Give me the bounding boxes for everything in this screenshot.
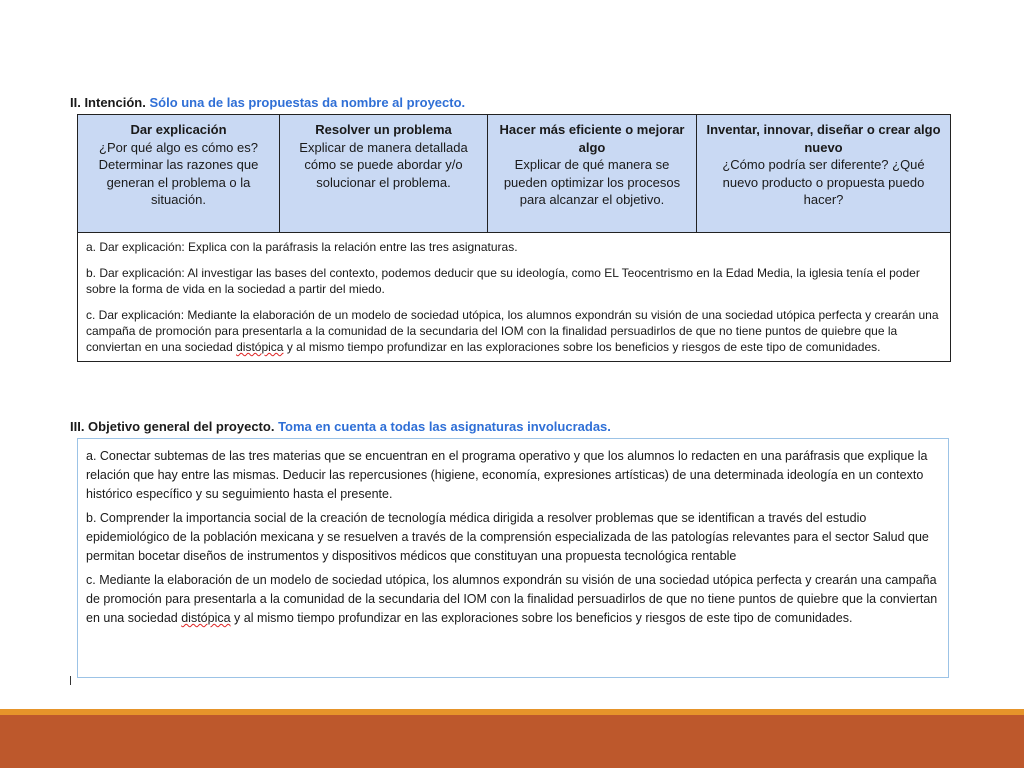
answers-cell [78, 233, 951, 362]
option-solve [280, 115, 488, 233]
answer-b: b. Dar explicación: Al investigar las bases del contexto, podemos deducir que su ideología, como EL Teocentrismo en la Edad Media, la iglesia tenía el poder sobre la forma de vida en la sociedad a partir del miedo. [86, 266, 920, 296]
objective-c [86, 571, 940, 628]
option-desc: ¿Cómo podría ser diferente? ¿Qué nuevo producto o propuesta puedo hacer? [722, 157, 925, 207]
spellcheck-word: distópica [236, 340, 284, 354]
option-desc: ¿Por qué algo es cómo es? Determinar las razones que generan el problema o la situación. [98, 139, 259, 207]
section-3-label: III. Objetivo general del proyecto. [70, 419, 275, 434]
option-title: Inventar, innovar, diseñar o crear algo nuevo [706, 122, 941, 155]
option-invent [697, 115, 951, 233]
option-title: Dar explicación [130, 122, 227, 137]
option-title: Resolver un problema [315, 122, 452, 137]
option-improve [488, 115, 697, 233]
option-title: Hacer más eficiente o mejorar algo [499, 122, 685, 155]
options-row [78, 115, 951, 233]
section-2-heading [70, 95, 465, 110]
objectives-box [77, 438, 949, 678]
option-desc: Explicar de qué manera se pueden optimizar los procesos para alcanzar el objetivo. [503, 157, 681, 207]
answer-c-text-start: c. Dar explicación: Mediante la elaboración de un modelo de sociedad utópica, los alumnos expondrán su visión de una sociedad utópica perfecta y crearán una campaña de promoción para presentarla a la comunidad de la secundaria del IOM con la finalidad persuadirlos de que no tiene puntos de quiebre que la conviertan en una sociedad [86, 308, 939, 354]
option-desc: Explicar de manera detallada cómo se puede abordar y/o solucionar el problema. [299, 139, 468, 190]
text-cursor [70, 676, 71, 685]
objective-b: b. Comprender la importancia social de la creación de tecnología médica dirigida a resolver problemas que se identifican a través del estudio epidemiológico de la población mexicana y se resuelven a través de la comprensión especializada de las patologías relevantes para el sector Salud que permitan bocetar diseños de instrumentos y dispositivos médicos que constituyan una propuesta tecnológica rentable [86, 511, 929, 563]
answer-c-text-end: y al mismo tiempo profundizar en las exploraciones sobre los beneficios y riesgos de este tipo de comunidades. [283, 340, 881, 354]
objective-c-text-start: c. Mediante la elaboración de un modelo de sociedad utópica, los alumnos expondrán su visión de una sociedad utópica perfecta y crearán una campaña de promoción para presentarla a la comunidad de la secundaria del IOM con la finalidad persuadirlos de que no tiene puntos de quiebre que la conviertan en una sociedad [86, 573, 938, 625]
section-3-heading [70, 419, 611, 434]
section-2-label: II. Intención. [70, 95, 146, 110]
answer-c [86, 307, 942, 355]
answers-row [78, 233, 951, 362]
objective-c-text-end: y al mismo tiempo profundizar en las exploraciones sobre los beneficios y riesgos de este tipo de comunidades. [230, 611, 853, 625]
intention-table [77, 114, 951, 362]
answer-a: a. Dar explicación: Explica con la paráfrasis la relación entre las tres asignaturas. [86, 240, 518, 254]
objective-a: a. Conectar subtemas de las tres materias que se encuentran en el programa operativo y que los alumnos lo redacten en una paráfrasis que explique la relación que hay entre las mismas. Deducir las repercusiones (higiene, economía, expresiones artísticas) de una determinada ideología en un contexto histórico específico y su seguimiento hasta el presente. [86, 449, 928, 501]
section-3-note: Toma en cuenta a todas las asignaturas involucradas. [278, 419, 611, 434]
footer-bar [0, 715, 1024, 768]
spellcheck-word: distópica [181, 611, 231, 625]
section-2-note: Sólo una de las propuestas da nombre al proyecto. [149, 95, 466, 110]
option-explain [78, 115, 280, 233]
